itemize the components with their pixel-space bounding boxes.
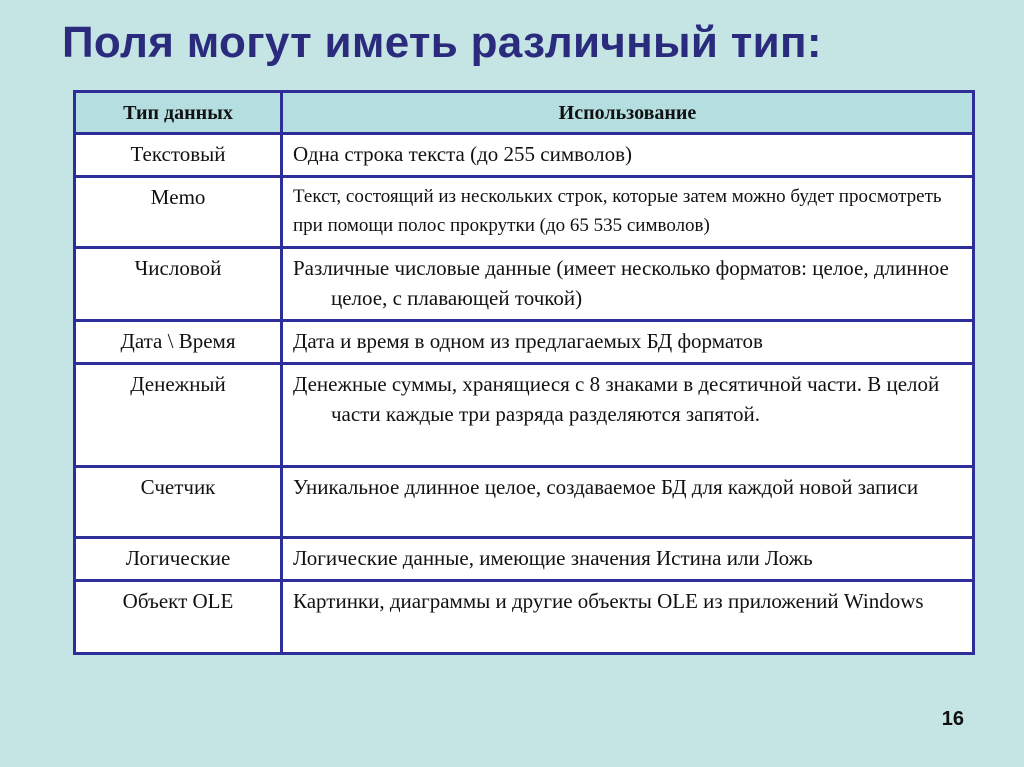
type-cell: Счетчик xyxy=(75,467,282,538)
usage-cell: Текст, состоящий из нескольких строк, которые затем можно будет просмотреть при помощи полос прокрутки (до 65 535 символов) xyxy=(282,177,974,248)
table-row xyxy=(75,467,974,538)
data-types-table xyxy=(73,90,975,655)
usage-cell: Логические данные, имеющие значения Истина или Ложь xyxy=(282,538,974,581)
usage-cell: Различные числовые данные (имеет несколько форматов: целое, длинное целое, с плавающей точкой) xyxy=(282,248,974,321)
type-cell: Денежный xyxy=(75,364,282,467)
table-row xyxy=(75,248,974,321)
usage-cell: Дата и время в одном из предлагаемых БД форматов xyxy=(282,321,974,364)
type-cell: Memo xyxy=(75,177,282,248)
usage-cell: Картинки, диаграммы и другие объекты OLE из приложений Windows xyxy=(282,581,974,654)
usage-cell: Уникальное длинное целое, создаваемое БД для каждой новой записи xyxy=(282,467,974,538)
usage-cell: Одна строка текста (до 255 символов) xyxy=(282,134,974,177)
type-cell: Дата \ Время xyxy=(75,321,282,364)
type-cell: Текстовый xyxy=(75,134,282,177)
table-row xyxy=(75,364,974,467)
header-usage: Использование xyxy=(282,92,974,134)
type-cell: Логические xyxy=(75,538,282,581)
slide-title: Поля могут иметь различный тип: xyxy=(62,18,822,67)
usage-cell: Денежные суммы, хранящиеся с 8 знаками в десятичной части. В целой части каждые три разряда разделяются запятой. xyxy=(282,364,974,467)
type-cell: Объект OLE xyxy=(75,581,282,654)
table-row xyxy=(75,581,974,654)
table-row xyxy=(75,538,974,581)
page-number: 16 xyxy=(941,708,964,730)
type-cell: Числовой xyxy=(75,248,282,321)
table-row xyxy=(75,134,974,177)
header-type: Тип данных xyxy=(75,92,282,134)
table-header-row xyxy=(75,92,974,134)
table-row xyxy=(75,177,974,248)
table-row xyxy=(75,321,974,364)
